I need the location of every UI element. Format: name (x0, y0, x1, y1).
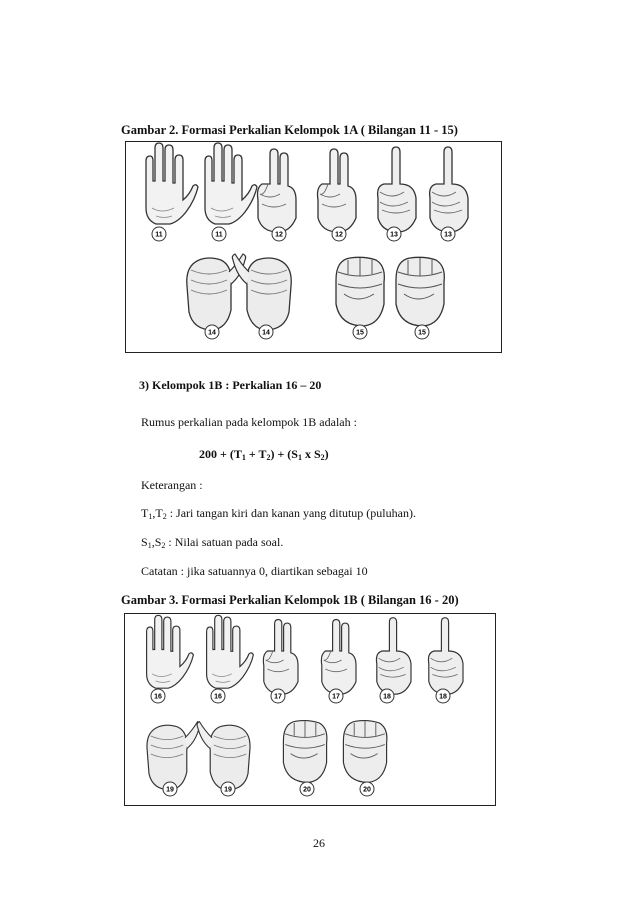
figure-3-hands-illustration (125, 614, 495, 805)
fig2-number: 12 (335, 231, 343, 239)
definition-s: $S_1,S_2$ : Nilai satuan pada soal. (141, 535, 284, 550)
figure-2-frame (125, 141, 502, 353)
fig3-number: 19 (166, 786, 174, 794)
fig3-number: 17 (274, 693, 282, 701)
figure-2-caption: Gambar 2. Formasi Perkalian Kelompok 1A ( Bilangan 11 - 15) (121, 123, 458, 137)
page-number: 26 (313, 836, 325, 850)
fig3-number: 20 (303, 786, 311, 794)
fig3-number: 18 (439, 693, 447, 701)
fig2-number: 11 (215, 231, 223, 239)
fig3-number: 19 (224, 786, 232, 794)
definition-t: $T_1,T_2$ : Jari tangan kiri dan kanan yang ditutup (puluhan). (141, 506, 416, 521)
fig3-number: 16 (154, 693, 162, 701)
fig3-number: 16 (214, 693, 222, 701)
fig2-number: 15 (418, 329, 426, 337)
fig2-number: 11 (155, 231, 163, 239)
fig3-number: 18 (383, 693, 391, 701)
fig2-number: 13 (444, 231, 452, 239)
fig2-number: 15 (356, 329, 364, 337)
fig2-number: 14 (262, 329, 270, 337)
figure-3-frame (124, 613, 496, 806)
note-catatan: Catatan : jika satuannya 0, diartikan sebagai 10 (141, 564, 368, 578)
figure-2-hands-illustration (126, 142, 501, 352)
formula-intro: Rumus perkalian pada kelompok 1B adalah : (141, 415, 357, 429)
section-heading: 3) Kelompok 1B : Perkalian 16 – 20 (139, 378, 322, 392)
fig2-number: 13 (390, 231, 398, 239)
formula: $200 + (T_1 + T_2) + (S_1$ x $S_2$) (199, 447, 329, 462)
fig2-number: 14 (208, 329, 216, 337)
fig2-number: 12 (275, 231, 283, 239)
fig3-number: 20 (363, 786, 371, 794)
keterangan-label: Keterangan : (141, 478, 203, 492)
fig3-number: 17 (332, 693, 340, 701)
figure-3-caption: Gambar 3. Formasi Perkalian Kelompok 1B ( Bilangan 16 - 20) (121, 593, 459, 607)
